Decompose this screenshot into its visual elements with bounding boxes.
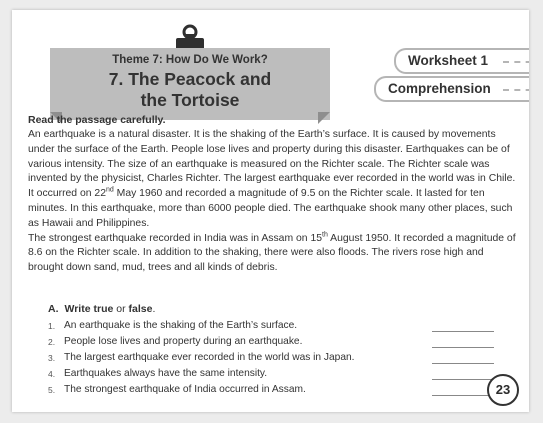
question-item: [48, 319, 508, 334]
keyword-true: true: [93, 303, 114, 315]
question-text: The largest earthquake ever recorded in the world was in Japan.: [64, 352, 355, 363]
lesson-title-line2: the Tortoise: [140, 90, 240, 110]
exercise-label: A.: [48, 303, 59, 315]
passage-paragraph-2: [28, 232, 518, 276]
passage-text: August 1950. It recorded a magnitude of 8.6 on the Richter scale. In addition to the shaking, there were also floods. The rivers rose high and brought down sand, mud, trees and all kinds of debris.: [28, 232, 516, 274]
worksheet-page: [12, 10, 529, 412]
question-item: [48, 351, 508, 366]
exercise-a-heading: [48, 303, 155, 315]
lesson-title: [50, 69, 330, 111]
answer-blank[interactable]: [432, 395, 494, 396]
question-item: [48, 335, 508, 350]
exercise-instruction: Write: [64, 303, 94, 315]
answer-blank[interactable]: [432, 331, 494, 332]
question-text: Earthquakes always have the same intensity.: [64, 368, 268, 379]
question-number: 3.: [48, 353, 56, 363]
question-item: [48, 383, 508, 398]
theme-label: Theme 7: How Do We Work?: [112, 54, 268, 66]
page-number: 23: [487, 374, 519, 406]
worksheet-label: Worksheet 1: [408, 53, 489, 68]
answer-blank[interactable]: [432, 379, 494, 380]
question-number: 5.: [48, 385, 56, 395]
lesson-title-line1: 7. The Peacock and: [108, 69, 272, 89]
reading-passage: [28, 128, 518, 276]
theme-banner: [50, 34, 330, 124]
section-tag: [374, 76, 529, 102]
passage-paragraph-1: [28, 128, 518, 232]
ordinal-suffix: nd: [105, 186, 114, 194]
question-text: The strongest earthquake of India occurred in Assam.: [64, 384, 306, 395]
answer-blank[interactable]: [432, 363, 494, 364]
reading-instruction: Read the passage carefully.: [28, 114, 166, 126]
true-false-list: [48, 319, 508, 399]
passage-text: An earthquake is a natural disaster. It is the shaking of the Earth’s surface. It is caused by movements under the surface of the Earth. People lose lives and property during this disaster. Earthquakes can be of various intensity. The size of an earthquake is measured on the Richter scale. The Richter scale was invented by the physicist, Charles Richter. The largest earthquake ever recorded in the world was in Chile. It occurred on 22: [28, 129, 516, 200]
passage-text: May 1960 and recorded a magnitude of 9.5 on the Richter scale. It lasted for ten minutes. In this earthquake, more than 6000 people died. The earthquake shook many other places, such as Hawaii and Philippines.: [28, 188, 513, 229]
question-text: An earthquake is the shaking of the Earth’s surface.: [64, 320, 298, 331]
passage-text: The strongest earthquake recorded in India was in Assam on 15: [28, 232, 322, 244]
answer-blank[interactable]: [432, 347, 494, 348]
question-number: 4.: [48, 369, 56, 379]
exercise-instruction-or: or: [113, 303, 129, 315]
question-number: 2.: [48, 337, 56, 347]
question-text: People lose lives and property during an earthquake.: [64, 336, 303, 347]
question-number: 1.: [48, 321, 56, 331]
question-item: [48, 367, 508, 382]
exercise-instruction-end: .: [152, 303, 156, 315]
keyword-false: false: [128, 303, 153, 315]
ordinal-suffix: th: [322, 231, 328, 239]
section-label: Comprehension: [388, 81, 491, 96]
worksheet-tag: [394, 48, 529, 74]
